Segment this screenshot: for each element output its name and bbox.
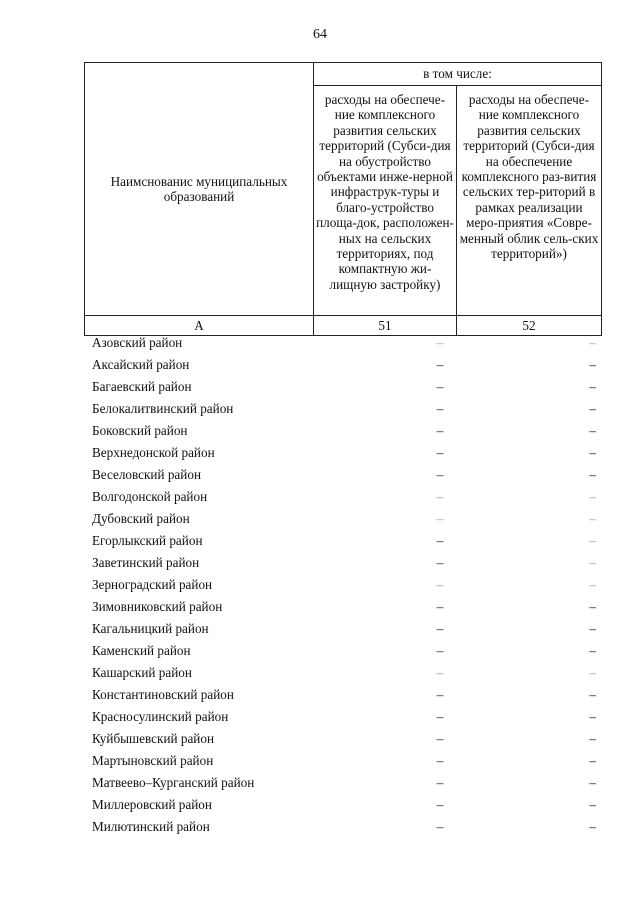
value-51: – (436, 577, 444, 592)
table-row (92, 376, 597, 398)
value-51: – (436, 797, 444, 812)
value-51: – (436, 533, 444, 548)
value-51: – (436, 709, 444, 724)
table-row (92, 552, 597, 574)
municipality-name: Боковский район (92, 423, 188, 438)
column-52-description: расходы на обеспече-ние комплексного развития сельских территорий (Субси-дия на обеспечение комплексного раз-вития сельских тер-риторий в рамках реализации меро-приятия «Совре-менный облик сель-ских территорий») (457, 86, 602, 316)
column-51-description: расходы на обеспече-ние комплексного развития сельских территорий (Субси-дия на обустройство объектами инже-нерной инфраструк-туры и благо-устройство площа-док, расположен-ных на сельских территориях, под компактную жи-лищную застройку) (314, 86, 457, 316)
value-52: – (589, 467, 596, 482)
value-51: – (436, 379, 444, 394)
value-52: – (589, 731, 596, 746)
table-row (92, 354, 597, 376)
municipality-name: Белокалитвинский район (92, 401, 234, 416)
municipality-name: Матвеево–Курганский район (92, 775, 255, 790)
table-row (92, 596, 597, 618)
municipality-name: Егорлыкский район (92, 533, 203, 548)
municipality-name: Милютинский район (92, 819, 210, 834)
municipality-name: Верхнедонской район (92, 445, 215, 460)
municipality-name: Каменский район (92, 643, 191, 658)
table-row (92, 750, 597, 772)
including-header: в том числе: (314, 63, 602, 86)
value-51: – (436, 643, 444, 658)
municipality-name: Веселовский район (92, 467, 201, 482)
municipality-name: Красносулинский район (92, 709, 229, 724)
value-52: – (589, 687, 596, 702)
value-52: – (589, 577, 596, 592)
column-a-label: А (85, 316, 314, 336)
value-52: – (589, 533, 596, 548)
table-row (92, 794, 597, 816)
municipality-name: Аксайский район (92, 357, 190, 372)
value-52: – (589, 511, 596, 526)
value-51: – (436, 555, 444, 570)
table-row (92, 684, 597, 706)
value-52: – (589, 599, 596, 614)
municipality-name: Константиновский район (92, 687, 234, 702)
column-51-label: 51 (314, 316, 457, 336)
column-52-label: 52 (457, 316, 602, 336)
municipality-name: Азовский район (92, 335, 183, 350)
municipality-name: Зимовниковский район (92, 599, 223, 614)
value-52: – (589, 401, 596, 416)
table-row (92, 398, 597, 420)
table-row (92, 640, 597, 662)
value-52: – (589, 775, 596, 790)
value-51: – (436, 467, 444, 482)
table-row (92, 574, 597, 596)
municipality-name: Зерноградский район (92, 577, 213, 592)
value-51: – (436, 445, 444, 460)
value-51: – (436, 599, 444, 614)
municipality-name: Багаевский район (92, 379, 192, 394)
table-row (92, 662, 597, 684)
value-51: – (436, 775, 444, 790)
column-name-header: Наимснованис муниципальных образований (85, 63, 314, 316)
value-52: – (589, 709, 596, 724)
value-51: – (436, 423, 444, 438)
value-52: – (589, 753, 596, 768)
value-52: – (589, 797, 596, 812)
value-52: – (589, 621, 596, 636)
municipality-name: Куйбышевский район (92, 731, 215, 746)
municipality-name: Кагальницкий район (92, 621, 209, 636)
table-row (92, 816, 597, 838)
municipality-name: Дубовский район (92, 511, 190, 526)
value-52: – (589, 379, 596, 394)
table-row (92, 442, 597, 464)
table-row (92, 706, 597, 728)
table-row (92, 332, 597, 354)
value-51: – (436, 621, 444, 636)
value-52: – (589, 423, 596, 438)
value-51: – (436, 357, 444, 372)
municipality-name: Мартыновский район (92, 753, 214, 768)
table-row (92, 618, 597, 640)
value-52: – (589, 665, 596, 680)
value-52: – (589, 819, 596, 834)
value-51: – (436, 401, 444, 416)
table-row (92, 728, 597, 750)
value-52: – (589, 445, 596, 460)
value-51: – (436, 687, 444, 702)
value-52: – (589, 643, 596, 658)
municipality-name: Волгодонской район (92, 489, 208, 504)
municipality-name: Заветинский район (92, 555, 200, 570)
value-52: – (589, 335, 596, 350)
table-row (92, 508, 597, 530)
value-52: – (589, 555, 596, 570)
table-row (92, 420, 597, 442)
table-row (92, 772, 597, 794)
value-51: – (436, 489, 444, 504)
municipality-name: Кашарский район (92, 665, 192, 680)
table-row (92, 464, 597, 486)
value-51: – (436, 665, 444, 680)
page-number: 64 (313, 27, 327, 42)
table-row (92, 486, 597, 508)
value-51: – (436, 819, 444, 834)
value-51: – (436, 753, 444, 768)
table-row (92, 530, 597, 552)
value-51: – (436, 511, 444, 526)
value-51: – (436, 731, 444, 746)
municipality-name: Миллеровский район (92, 797, 212, 812)
value-51: – (436, 335, 444, 350)
value-52: – (589, 357, 596, 372)
value-52: – (589, 489, 596, 504)
table-header (84, 62, 602, 336)
